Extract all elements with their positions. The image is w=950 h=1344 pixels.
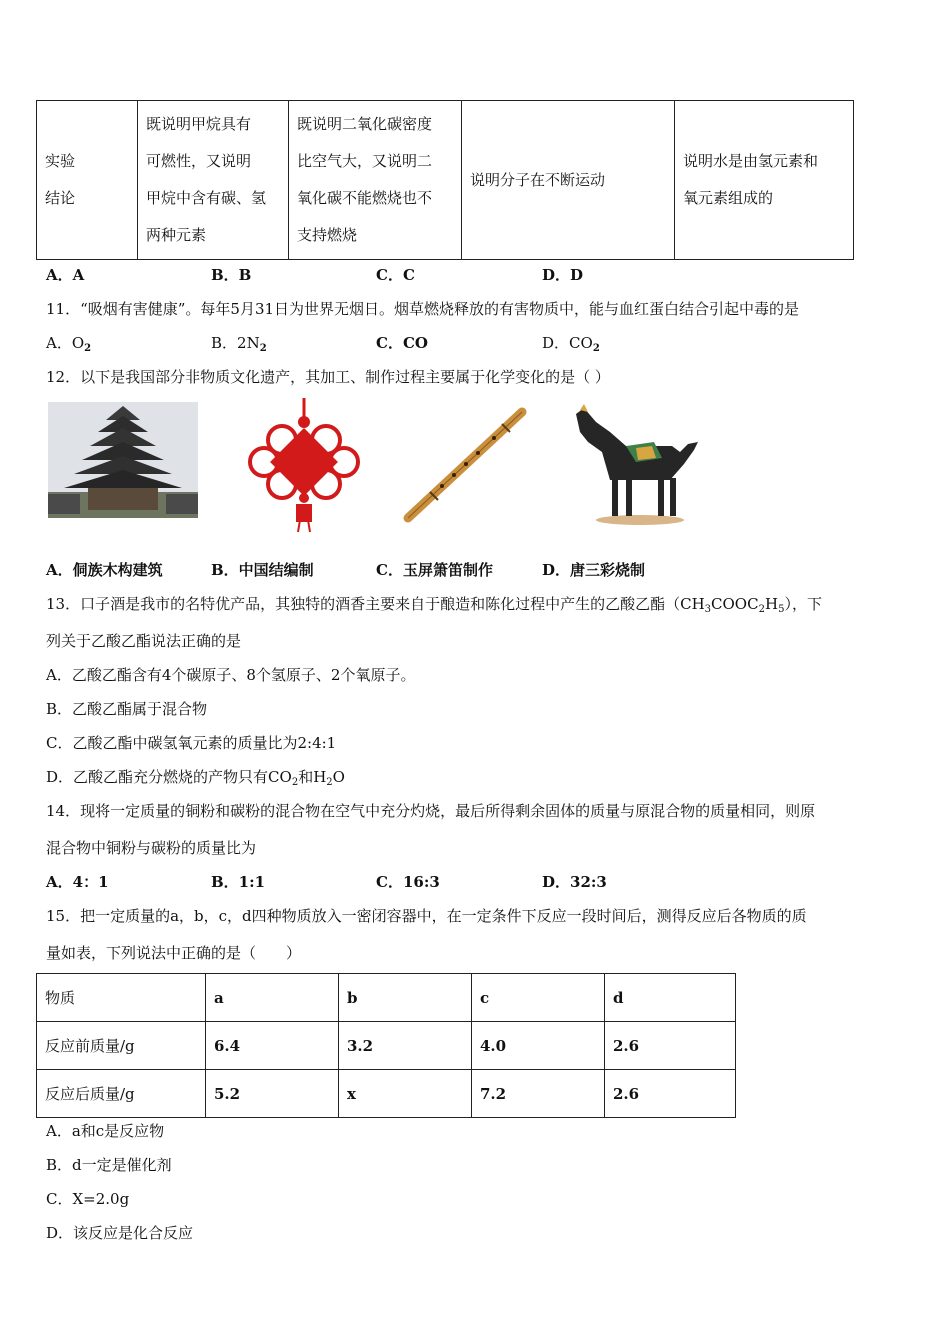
- q13-stem-line2: 列关于乙酸乙酯说法正确的是: [46, 632, 242, 650]
- subscript: 2: [592, 343, 600, 354]
- subscript: 2: [758, 604, 765, 615]
- q15-stem-line2: 量如表，下列说法中正确的是（ ）: [46, 944, 302, 962]
- table-cell: d: [605, 974, 736, 1022]
- cell-line: 甲烷中含有碳、氢: [146, 189, 267, 207]
- q13-stem-line1: [46, 593, 822, 615]
- option-text: D．乙酸乙酯充分燃烧的产物只有CO: [46, 768, 292, 786]
- stem-text: 13．口子酒是我市的名特优产品，其独特的酒香主要来自于酿造和陈化过程中产生的乙酸乙酯（CH: [46, 595, 705, 613]
- table-row: [37, 974, 736, 1022]
- option-text: A．O: [46, 334, 85, 352]
- q13-option-d: [46, 766, 345, 788]
- cell-line: 既说明甲烷具有: [146, 115, 252, 133]
- q15-option-d: D．该反应是化合反应: [46, 1224, 194, 1242]
- q11-option-c: C．CO: [376, 334, 428, 352]
- table-cell: x: [339, 1070, 472, 1118]
- q12-option-d: D．唐三彩烧制: [542, 561, 646, 579]
- chinese-knot-image: [242, 398, 366, 532]
- table-cell: c: [472, 974, 605, 1022]
- option-text: O: [332, 768, 345, 786]
- q15-option-a: A．a和c是反应物: [46, 1122, 165, 1140]
- table-cell: 4.0: [472, 1022, 605, 1070]
- table-cell: 反应后质量/g: [37, 1070, 206, 1118]
- q14-stem-line2: 混合物中铜粉与碳粉的质量比为: [46, 839, 257, 857]
- q13-option-b: B．乙酸乙酯属于混合物: [46, 700, 208, 718]
- q10-option-a: A．A: [46, 266, 85, 284]
- q10-option-c: C．C: [376, 266, 415, 284]
- table-cell: 6.4: [206, 1022, 339, 1070]
- cell-line: 支持燃烧: [297, 226, 358, 244]
- table-cell: [138, 101, 289, 260]
- q12-option-b: B．中国结编制: [211, 561, 314, 579]
- q15-option-b: B．d一定是催化剂: [46, 1156, 172, 1174]
- q12-option-a: A．侗族木构建筑: [46, 561, 163, 579]
- q14-option-c: C．16:3: [376, 873, 440, 891]
- table-cell: a: [206, 974, 339, 1022]
- q13-option-a: A．乙酸乙酯含有4个碳原子、8个氢原子、2个氧原子。: [46, 666, 416, 684]
- table-row: [37, 1070, 736, 1118]
- q12-option-c: C．玉屏箫笛制作: [376, 561, 493, 579]
- cell-line: 说明水是由氢元素和: [683, 152, 819, 170]
- table-cell: 物质: [37, 974, 206, 1022]
- option-text: 和H: [298, 768, 327, 786]
- subscript: 2: [259, 343, 267, 354]
- q15-stem-line1: 15．把一定质量的a，b，c，d四种物质放入一密闭容器中，在一定条件下反应一段时间后，测得反应后各物质的质: [46, 907, 807, 925]
- row-label-cell: [37, 101, 138, 260]
- q11-option-a: [46, 332, 91, 354]
- cell-line: 氧元素组成的: [683, 189, 774, 207]
- row-label-line: 结论: [45, 189, 76, 207]
- cell-line: 说明分子在不断运动: [470, 170, 606, 189]
- experiment-conclusion-table: [36, 100, 854, 260]
- table-cell: 7.2: [472, 1070, 605, 1118]
- q10-option-d: D．D: [542, 266, 584, 284]
- subscript: 2: [326, 777, 333, 788]
- table-cell: [462, 101, 675, 260]
- table-cell: 2.6: [605, 1070, 736, 1118]
- table-cell: 5.2: [206, 1070, 339, 1118]
- table-cell: [675, 101, 854, 260]
- q15-option-c: C．X=2.0g: [46, 1190, 130, 1208]
- option-text: D．CO: [542, 334, 593, 352]
- mass-table: [36, 973, 736, 1118]
- cell-line: 两种元素: [146, 226, 207, 244]
- q11-stem: 11．“吸烟有害健康”。每年5月31日为世界无烟日。烟草燃烧释放的有害物质中，能与血红蛋白结合引起中毒的是: [46, 300, 800, 318]
- bamboo-flute-image: [402, 404, 528, 524]
- q14-option-d: D．32:3: [542, 873, 607, 891]
- cell-line: 既说明二氧化碳密度: [297, 115, 433, 133]
- q14-option-a: A．4：1: [46, 873, 109, 891]
- subscript: 2: [84, 343, 92, 354]
- stem-text: ），下: [784, 595, 822, 613]
- table-row: [37, 1022, 736, 1070]
- cell-line: 可燃性，又说明: [146, 152, 252, 170]
- subscript: 5: [778, 604, 785, 615]
- q14-stem-line1: 14．现将一定质量的铜粉和碳粉的混合物在空气中充分灼烧，最后所得剩余固体的质量与原混合物的质量相同，则原: [46, 802, 816, 820]
- subscript: 3: [704, 604, 712, 615]
- option-text: B．2N: [211, 334, 260, 352]
- q11-option-d: [542, 332, 600, 354]
- table-cell: [289, 101, 462, 260]
- tang-sancai-horse-image: [566, 402, 706, 526]
- q13-option-c: C．乙酸乙酯中碳氢氧元素的质量比为2:4:1: [46, 734, 337, 752]
- cell-line: 氧化碳不能燃烧也不: [297, 189, 433, 207]
- subscript: 2: [291, 777, 299, 788]
- table-cell: 反应前质量/g: [37, 1022, 206, 1070]
- q12-stem: 12．以下是我国部分非物质文化遗产，其加工、制作过程主要属于化学变化的是（ ）: [46, 368, 610, 386]
- q14-option-b: B．1:1: [211, 873, 266, 891]
- table-cell: 3.2: [339, 1022, 472, 1070]
- table-cell: 2.6: [605, 1022, 736, 1070]
- stem-text: H: [764, 595, 779, 613]
- table-cell: b: [339, 974, 472, 1022]
- row-label-line: 实验: [45, 152, 76, 170]
- cell-line: 比空气大，又说明二: [297, 152, 433, 170]
- drum-tower-image: [48, 402, 198, 518]
- stem-text: COOC: [711, 595, 759, 613]
- q10-option-b: B．B: [211, 266, 252, 284]
- q11-option-b: [211, 332, 267, 354]
